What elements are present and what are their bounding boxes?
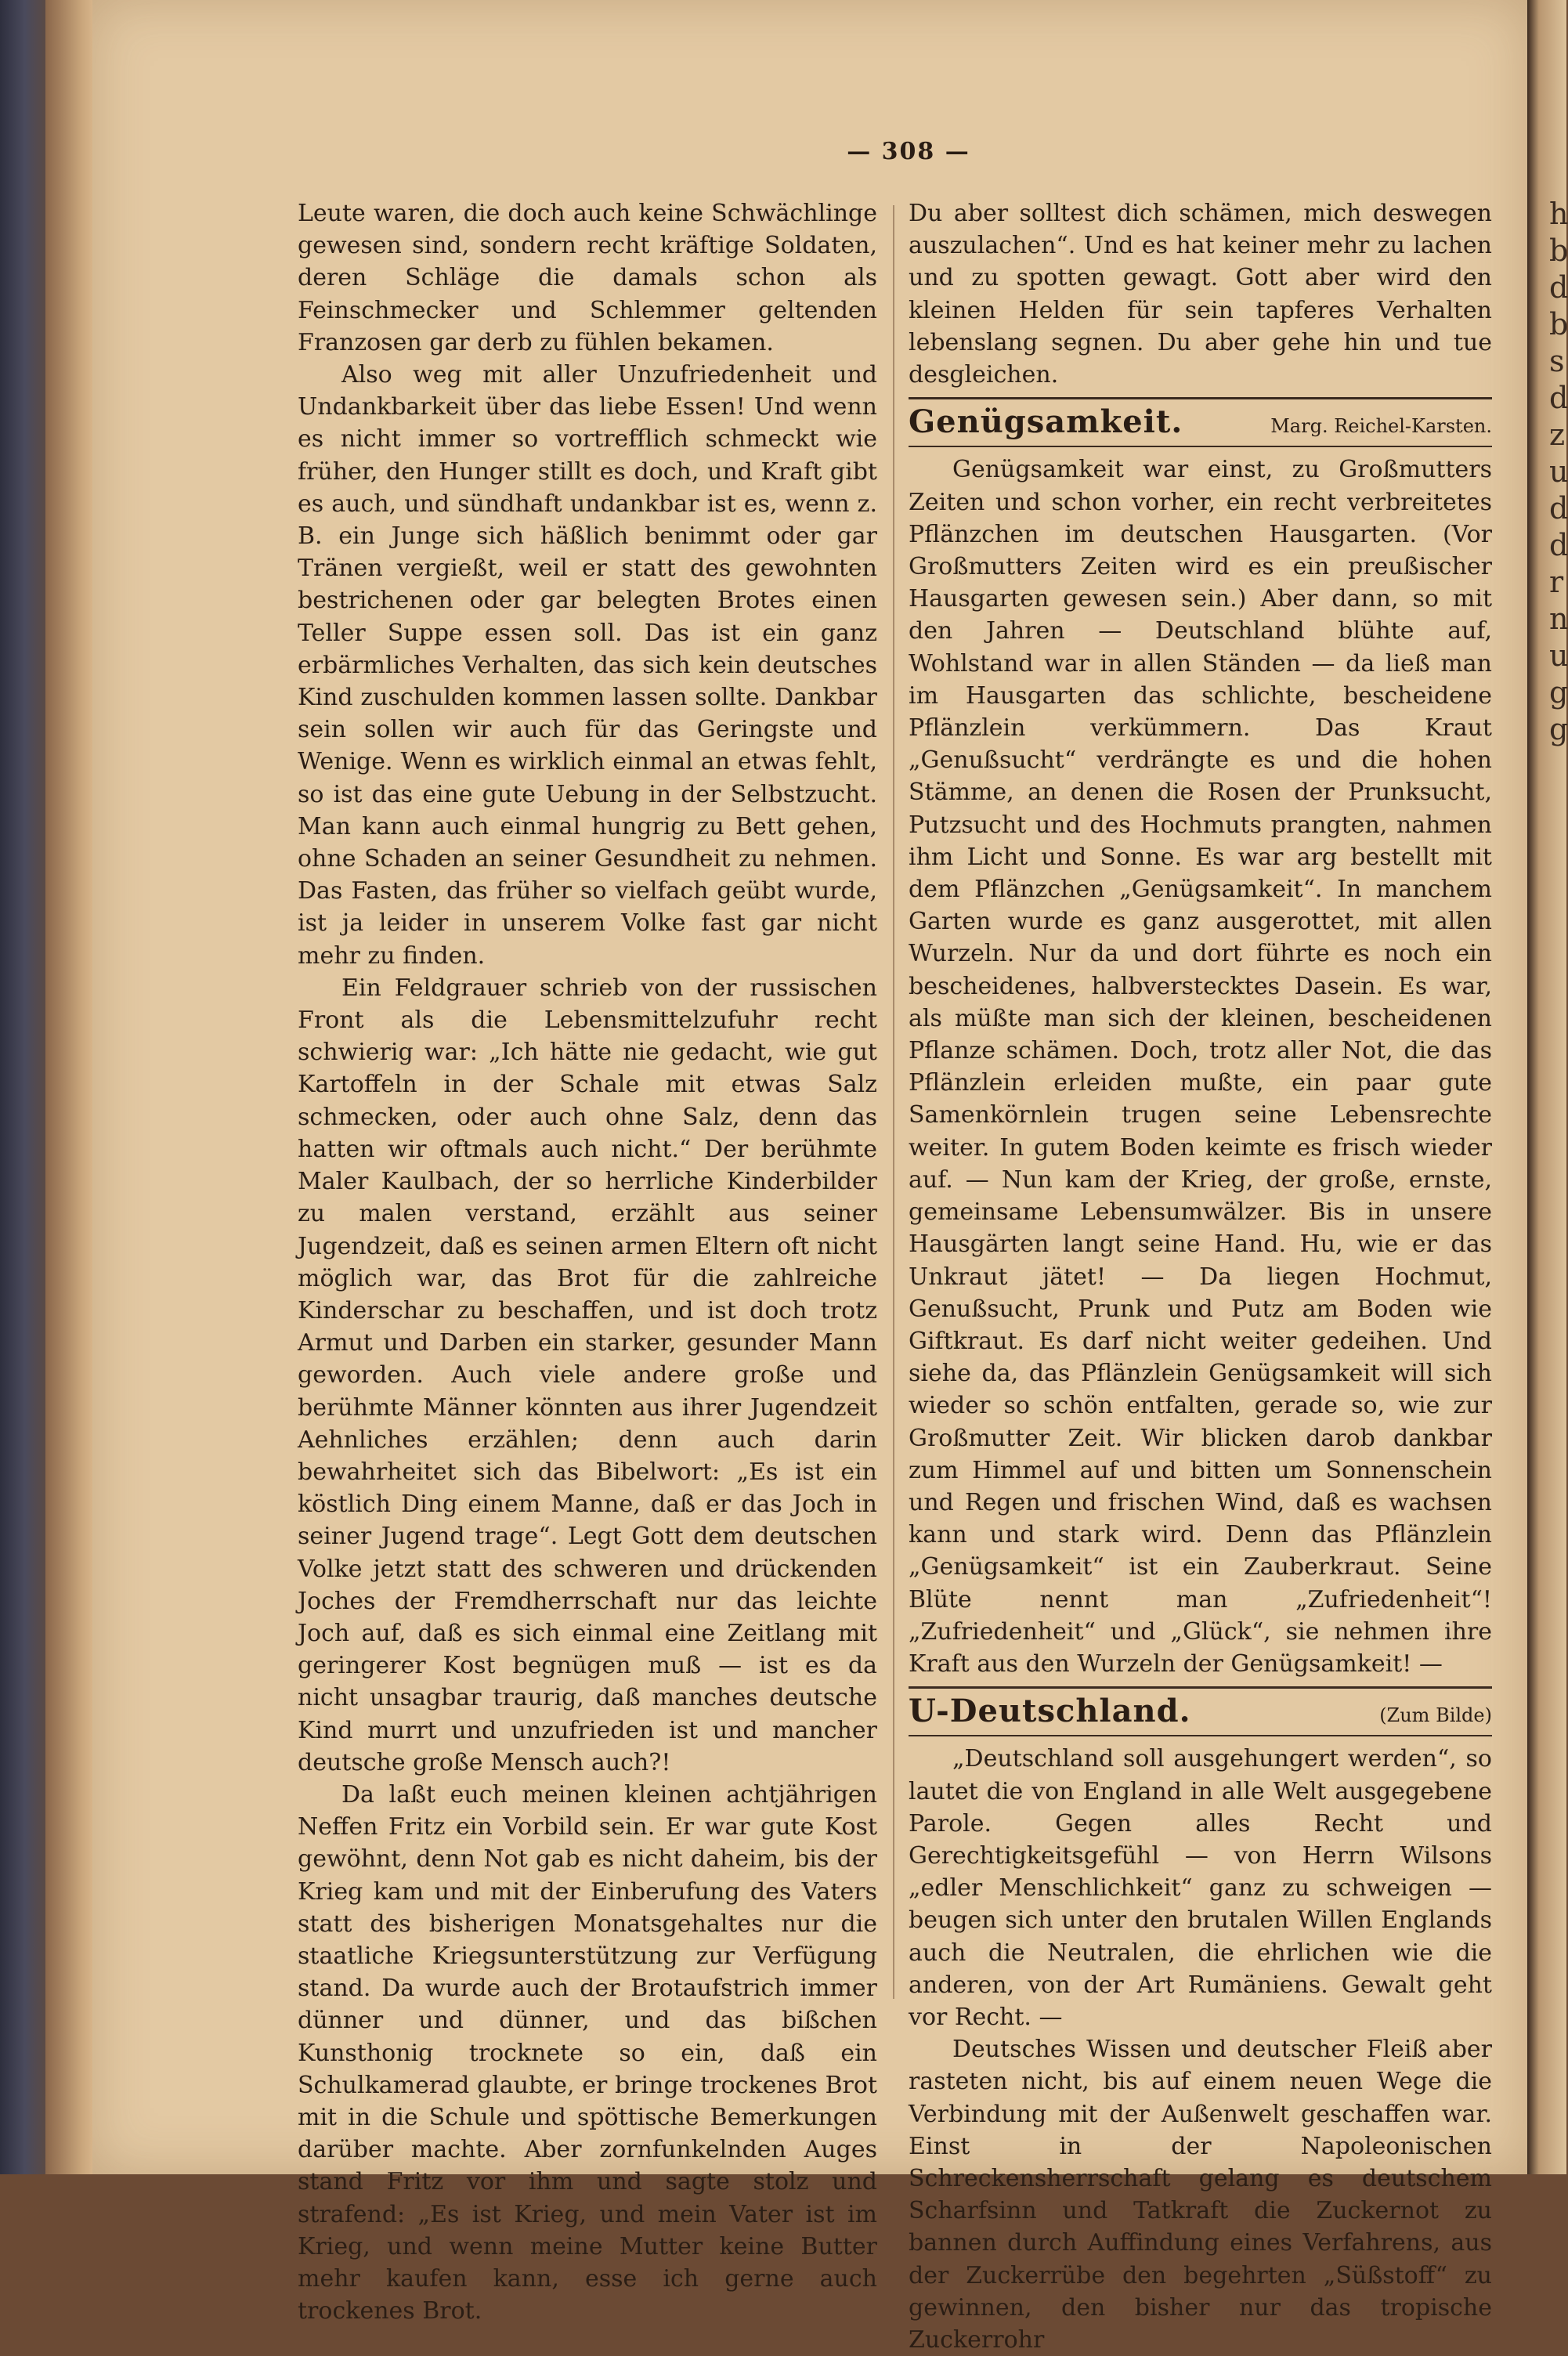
left-paragraph-2: Also weg mit aller Unzufriedenheit und Undankbarkeit über das liebe Essen! Und wenn es nicht immer so vortrefflich schmeckt wie früher, den Hunger stillt es doch, und Kraft gibt es auch, und sündhaft undankbar ist es, wenn z. B. ein Junge sich häßlich benimmt oder gar Tränen vergießt, weil er statt des gewohnten bestrichenen oder gar belegten Brotes einen Teller Suppe essen soll. Das ist ein ganz erbärmliches Verhalten, das sich kein deutsches Kind zuschulden kommen lassen sollte. Dankbar sein sollen wir auch für das Geringste und Wenige. Wenn es wirklich einmal an etwas fehlt, so ist das eine gute Uebung in der Selbstzucht. Man kann auch einmal hungrig zu Bett gehen, ohne Schaden an seiner Gesundheit zu nehmen. Das Fasten, das früher so vielfach geübt wurde, ist ja leider in unserem Volke fast gar nicht mehr zu finden. <box>298 361 877 970</box>
adjacent-page-text: h b d b s d z u d d r n u g g <box>1549 197 1568 746</box>
left-paragraph-3: Ein Feldgrauer schrieb von der russischen Front als die Lebensmittelzufuhr recht schwierig war: „Ich hätte nie gedacht, wie gut Kartoffeln in der Schale mit etwas Salz schmecken, oder auch ohne Salz, denn das hatten wir oftmals auch nicht.“ Der berühmte Maler Kaulbach, der so herrliche Kinderbilder zu malen verstand, erzählt aus seiner Jugendzeit, daß es seinen armen Eltern oft nicht möglich war, das Brot für die zahlreiche Kinderschar zu beschaffen, und ist doch trotz Armut und Darben ein starker, gesunder Mann geworden. Auch viele andere große und berühmte Männer könnten aus ihrer Jugendzeit Aehnliches erzählen; denn auch darin bewahrheitet sich das Bibelwort: „Es ist ein köstlich Ding einem Manne, daß er das Joch in seiner Jugend trage“. Legt Gott dem deutschen Volke jetzt statt des schweren und drückenden Joches der Fremdherrschaft nur das leichte Joch auf, daß es sich einmal eine Zeitlang mit geringerer Kost begnügen muß — ist es da nicht unsagbar traurig, daß manches deutsche Kind murrt und unzufrieden ist und mancher deutsche große Mensch auch?! <box>298 974 877 1776</box>
section-title: U-Deutschland. <box>909 1693 1191 1730</box>
book-spine <box>0 0 45 2174</box>
section-header-genuegsamkeit <box>909 397 1492 447</box>
section-header-u-deutschland <box>909 1686 1492 1736</box>
page-number: — 308 — <box>847 138 970 165</box>
left-paragraph-4: Da laßt euch meinen kleinen achtjährigen Neffen Fritz ein Vorbild sein. Er war gute Kost gewöhnt, denn Not gab es nicht daheim, bis der Krieg kam und mit der Einberufung des Vaters statt des bisherigen Monatsgehaltes nur die staatliche Kriegsunterstützung zur Verfügung stand. Da wurde auch der Brotaufstrich immer dünner und dünner, und das bißchen Kunsthonig trocknete so ein, daß ein Schulkamerad glaubte, er bringe trockenes Brot mit in die Schule und spöttische Bemerkungen darüber machte. Aber zornfunkelnden Auges stand Fritz vor ihm und sagte stolz und strafend: „Es ist Krieg, und mein Vater ist im Krieg, und wenn meine Mutter keine Butter mehr kaufen kann, esse ich gerne auch trockenes Brot. <box>298 1780 877 2325</box>
u-deutschland-paragraph-1: „Deutschland soll ausgehungert werden“, so lautet die von England in alle Welt ausgegebene Parole. Gegen alles Recht und Gerechtigkeitsgefühl — von Herrn Wilsons „edler Menschlichkeit“ ganz zu schweigen — beugen sich unter den brutalen Willen Englands auch die Neutralen, die ehrlichen wie die anderen, von der Art Rumäniens. Gewalt geht vor Recht. — <box>909 1745 1492 2031</box>
section-byline: (Zum Bilde) <box>1379 1704 1492 1727</box>
right-column <box>909 197 1492 2356</box>
section-title: Genügsamkeit. <box>909 403 1183 441</box>
right-intro-paragraph: Du aber solltest dich schämen, mich deswegen auszulachen“. Und es hat keiner mehr zu lachen und zu spotten gewagt. Gott aber wird den kleinen Helden für sein tapferes Verhalten lebenslang segnen. Du aber gehe hin und tue desgleichen. <box>909 200 1492 389</box>
left-paragraph-1: Leute waren, die doch auch keine Schwächlinge gewesen sind, sondern recht kräftige Soldaten, deren Schläge die damals schon als Feinschmecker und Schlemmer geltenden Franzosen gar derb zu fühlen bekamen. <box>298 200 877 356</box>
genuegsamkeit-paragraph: Genügsamkeit war einst, zu Großmutters Zeiten und schon vorher, ein recht verbreitetes Pflänzchen im deutschen Hausgarten. (Vor Großmutters Zeiten wird es ein preußischer Hausgarten gewesen sein.) Aber dann, so mit den Jahren — Deutschland blühte auf, Wohlstand war in allen Ständen — da ließ man im Hausgarten das schlichte, bescheidene Pflänzlein verkümmern. Das Kraut „Genußsucht“ verdrängte es und die hohen Stämme, an denen die Rosen der Prunksucht, Putzsucht und des Hochmuts prangten, nahmen ihm Licht und Sonne. Es war arg bestellt mit dem Pflänzchen „Genügsamkeit“. In manchem Garten wurde es ganz ausgerottet, mit allen Wurzeln. Nur da und dort führte es noch ein bescheidenes, halbverstecktes Dasein. Es war, als müßte man sich der kleinen, bescheidenen Pflanze schämen. Doch, trotz aller Not, die das Pflänzlein erleiden mußte, ein paar gute Samenkörnlein trugen seine Lebensrechte weiter. In gutem Boden keimte es frisch wieder auf. — Nun kam der Krieg, der große, ernste, gemeinsame Lebensumwälzer. Bis in unsere Hausgärten langt seine Hand. Hu, wie er das Unkraut jätet! — Da liegen Hochmut, Genußsucht, Prunk und Putz am Boden wie Giftkraut. Es darf nicht weiter gedeihen. Und siehe da, das Pflänzlein Genügsamkeit will sich wieder so schön entfalten, gerade so, wie zur Großmutter Zeit. Wir blicken darob dankbar zum Himmel auf und bitten um Sonnenschein und Regen und frischen Wind, daß es wachsen kann und stark wird. Denn das Pflänzlein „Genügsamkeit“ ist ein Zauberkraut. Seine Blüte nennt man „Zufriedenheit“! „Zufriedenheit“ und „Glück“, sie nehmen ihre Kraft aus den Wurzeln der Genügsamkeit! — <box>909 456 1492 1678</box>
section-byline: Marg. Reichel-Karsten. <box>1270 415 1492 438</box>
u-deutschland-paragraph-2: Deutsches Wissen und deutscher Fleiß aber rasteten nicht, bis auf einem neuen Wege die Verbindung mit der Außenwelt geschaffen war. Einst in der Napoleonischen Schreckensherrschaft gelang es deutschem Scharfsinn und Tatkraft die Zuckernot zu bannen durch Auffindung eines Verfahrens, aus der Zuckerrübe den begehrten „Süßstoff“ zu gewinnen, den bisher nur das tropische Zuckerrohr <box>909 2036 1492 2354</box>
column-divider <box>893 205 894 1999</box>
left-column <box>298 197 877 2327</box>
